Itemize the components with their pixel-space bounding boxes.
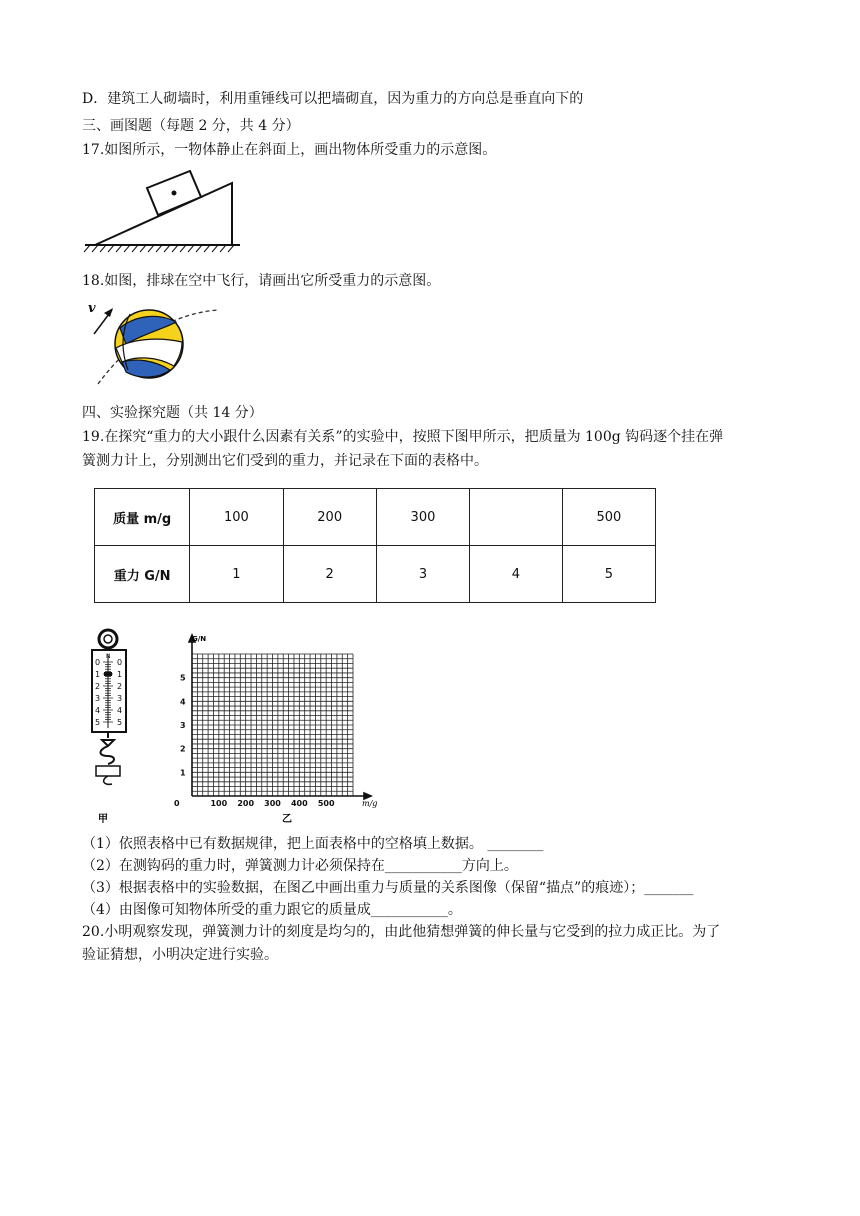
y-axis-label: G/N [192, 635, 207, 643]
table-cell: 4 [470, 546, 563, 603]
incline-figure [80, 170, 250, 255]
x-tick-label: 200 [237, 799, 255, 808]
table-cell: 200 [283, 489, 376, 546]
table-cell: 1 [190, 546, 283, 603]
velocity-label: v [88, 301, 96, 316]
x-axis-label: m/g [362, 799, 378, 808]
mass-weight-table [94, 488, 656, 603]
scale-tick-label: 2 [95, 682, 101, 691]
table-cell: 2 [283, 546, 376, 603]
y-tick-label: 5 [180, 673, 186, 683]
sub-question-1: （1）依照表格中已有数据规律，把上面表格中的空格填上数据。 ________ [82, 836, 544, 852]
question-17-text: 17.如图所示，一物体静止在斜面上，画出物体所受重力的示意图。 [82, 142, 497, 158]
table-cell: 3 [376, 546, 469, 603]
sub-question-2: （2）在测钩码的重力时，弹簧测力计必须保持在___________方向上。 [82, 858, 518, 874]
question-19-line-1: 19.在探究“重力的大小跟什么因素有关系”的实验中，按照下图甲所示，把质量为 100g 钩码逐个挂在弹 [82, 429, 724, 445]
scale-tick-label: 3 [117, 694, 123, 703]
volleyball-figure [86, 296, 226, 391]
scale-tick-label: 5 [117, 718, 123, 727]
question-20-line-1: 20.小明观察发现，弹簧测力计的刻度是均匀的，由此他猜想弹簧的伸长量与它受到的拉力成正比。为了 [82, 924, 721, 940]
scale-tick-label: 0 [117, 658, 123, 667]
scale-tick-label: 1 [117, 670, 123, 679]
question-19-line-2: 簧测力计上，分别测出它们受到的重力，并记录在下面的表格中。 [82, 453, 488, 469]
table-header-weight: 重力 G/N [95, 546, 190, 603]
scale-unit: N [106, 653, 111, 660]
y-tick-label: 1 [180, 768, 186, 778]
weight-mass-grid [168, 630, 388, 826]
scale-tick-label: 5 [95, 718, 101, 727]
x-tick-label: 0 [174, 799, 180, 808]
table-cell: 100 [190, 489, 283, 546]
table-cell: 300 [376, 489, 469, 546]
x-tick-label: 100 [210, 799, 228, 808]
option-d-text: D．建筑工人砌墙时，利用重锤线可以把墙砌直，因为重力的方向总是垂直向下的 [82, 91, 584, 107]
question-18-text: 18.如图，排球在空中飞行，请画出它所受重力的示意图。 [82, 273, 441, 289]
section-four-heading: 四、实验探究题（共 14 分） [82, 405, 263, 421]
table-row-weight [95, 546, 656, 603]
figure-label-yi: 乙 [282, 814, 292, 825]
table-cell: 500 [562, 489, 655, 546]
scale-tick-label: 4 [117, 706, 123, 715]
sub-question-3: （3）根据表格中的实验数据，在图乙中画出重力与质量的关系图像（保留“描点”的痕迹）；_______ [82, 880, 694, 896]
scale-tick-label: 2 [117, 682, 123, 691]
y-tick-label: 2 [180, 744, 186, 754]
figure-label-jia: 甲 [98, 814, 108, 825]
section-three-heading: 三、画图题（每题 2 分，共 4 分） [82, 118, 300, 134]
table-row-mass [95, 489, 656, 546]
question-20-line-2: 验证猜想，小明决定进行实验。 [82, 947, 278, 963]
x-tick-label: 400 [290, 799, 308, 808]
y-tick-label: 3 [180, 721, 186, 730]
scale-tick-label: 4 [95, 706, 101, 715]
x-tick-label: 500 [317, 799, 335, 808]
spring-scale-figure [84, 628, 144, 828]
table-header-mass: 质量 m/g [95, 489, 190, 546]
table-cell: 5 [562, 546, 655, 603]
y-tick-label: 4 [180, 697, 186, 707]
table-cell-blank[interactable] [470, 489, 563, 546]
x-tick-label: 300 [264, 799, 281, 808]
sub-question-4: （4）由图像可知物体所受的重力跟它的质量成___________。 [82, 902, 462, 918]
scale-tick-label: 0 [95, 658, 101, 667]
scale-tick-label: 1 [95, 670, 101, 679]
scale-tick-label: 3 [95, 694, 101, 703]
